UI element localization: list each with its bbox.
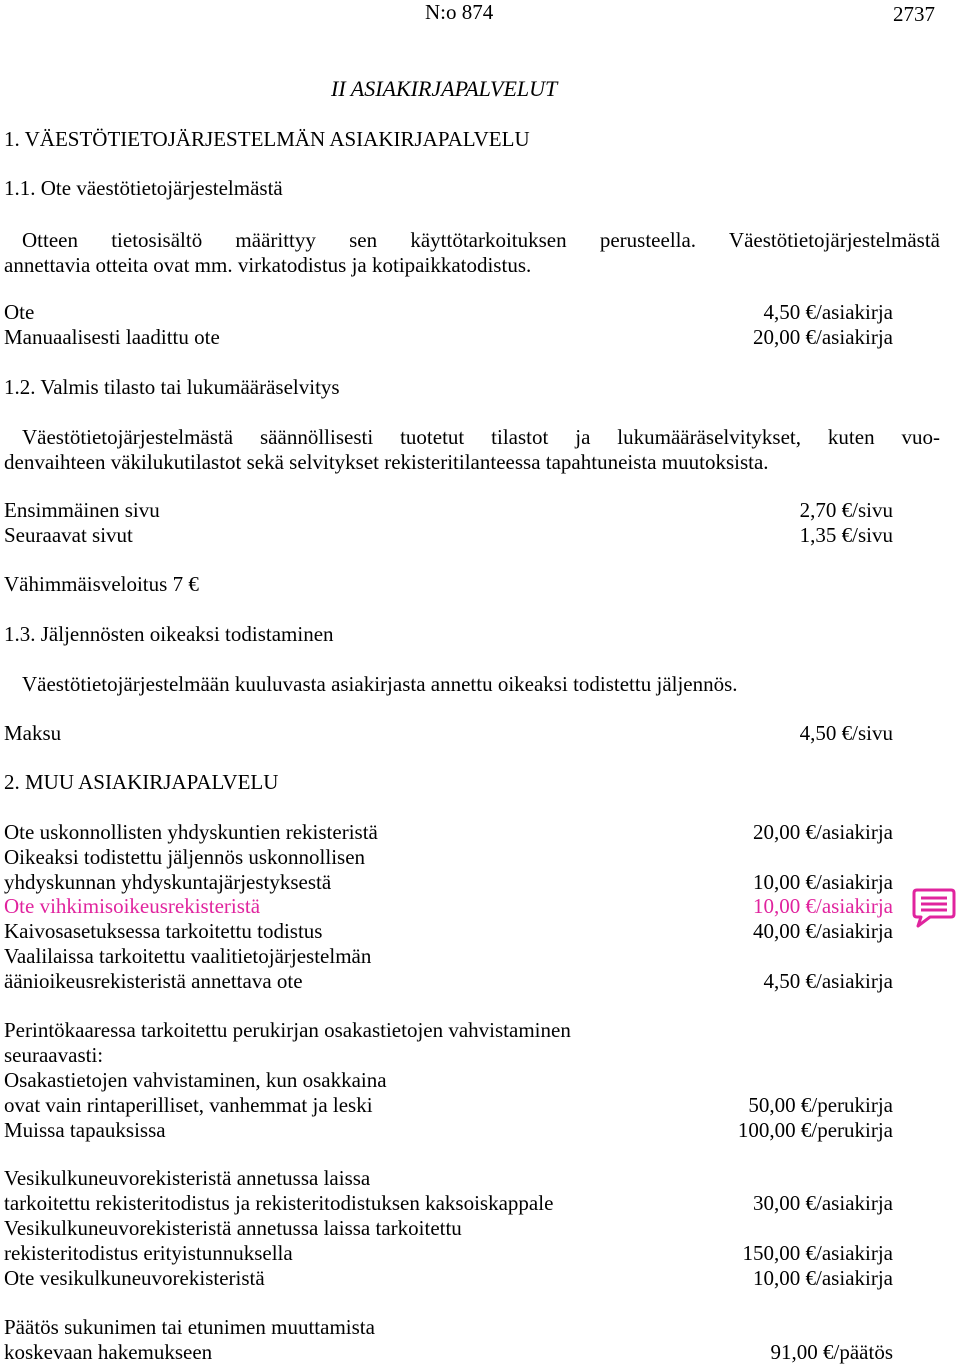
fee-line-label: Perintökaaressa tarkoitettu perukirjan osakastietojen vahvistaminen [4,1018,571,1042]
fee-line-price: 150,00 €/asiakirja [742,1241,893,1265]
sub2-item-price: 1,35 €/sivu [799,523,893,547]
fee-line-price: 40,00 €/asiakirja [753,919,893,943]
sub3-item-label: Maksu [4,721,62,745]
fee-line-label: Oikeaksi todistettu jäljennös uskonnollisen [4,845,366,869]
fee-line-label: yhdyskunnan yhdyskuntajärjestyksestä [4,870,332,894]
sub2-text-line1: Väestötietojärjestelmästä säännöllisesti tuotetut tilastot ja lukumääräselvitykset, kuten vuo- [22,425,940,449]
fee-line-label: Vesikulkuneuvorekisteristä annetussa laissa tarkoitettu [4,1216,462,1240]
fee-line-label: Osakastietojen vahvistaminen, kun osakkaina [4,1068,387,1092]
fee-line-price: 91,00 €/päätös [770,1340,893,1364]
sub2-item-price: 2,70 €/sivu [799,498,893,522]
fee-line-label: Muissa tapauksissa [4,1118,166,1142]
fee-line-label: Päätös sukunimen tai etunimen muuttamista [4,1315,375,1339]
sub1-item-label: Manuaalisesti laadittu ote [4,325,220,349]
fee-line-price: 10,00 €/asiakirja [753,1266,893,1290]
fee-line-label: Vesikulkuneuvorekisteristä annetussa laissa [4,1166,371,1190]
sub2-text-line2: denvaihteen väkilukutilastot sekä selvitykset rekisteritilanteessa tapahtuneista muutoksista. [4,450,769,474]
fee-line-label: Ote uskonnollisten yhdyskuntien rekisteristä [4,820,378,844]
sub1-heading: 1.1. Ote väestötietojärjestelmästä [4,176,283,200]
fee-line-label: äänioikeusrekisteristä annettava ote [4,969,303,993]
section2-heading: 2. MUU ASIAKIRJAPALVELU [4,770,279,794]
fee-line-label: tarkoitettu rekisteritodistus ja rekisteritodistuksen kaksoiskappale [4,1191,554,1215]
fee-line-price: 20,00 €/asiakirja [753,820,893,844]
comment-note-icon-graphic [912,888,956,928]
sub2-minimum: Vähimmäisveloitus 7 € [4,572,199,596]
sub1-item-label: Ote [4,300,35,324]
fee-line-label: rekisteritodistus erityistunnuksella [4,1241,293,1265]
fee-line-label: seuraavasti: [4,1043,104,1067]
sub2-item-label: Ensimmäinen sivu [4,498,160,522]
fee-line-label: Ote vesikulkuneuvorekisteristä [4,1266,265,1290]
fee-line-label: koskevaan hakemukseen [4,1340,213,1364]
sub1-text-line2: annettavia otteita ovat mm. virkatodistus ja kotipaikkatodistus. [4,253,532,277]
page-number: 2737 [893,2,935,26]
sub2-item-label: Seuraavat sivut [4,523,133,547]
fee-line-price: 10,00 €/asiakirja [753,870,893,894]
sub1-item-price: 20,00 €/asiakirja [753,325,893,349]
fee-line-price: 100,00 €/perukirja [737,1118,893,1142]
sub1-item-price: 4,50 €/asiakirja [763,300,893,324]
comment-note-icon[interactable] [912,888,956,928]
fee-line-label: Vaalilaissa tarkoitettu vaalitietojärjestelmän [4,944,372,968]
fee-line-price: 4,50 €/asiakirja [763,969,893,993]
fee-line-label: ovat vain rintaperilliset, vanhemmat ja leski [4,1093,373,1117]
fee-line-price: 30,00 €/asiakirja [753,1191,893,1215]
fee-line-price-highlighted[interactable]: 10,00 €/asiakirja [753,894,893,918]
fee-line-label: Kaivosasetuksessa tarkoitettu todistus [4,919,323,943]
sub3-heading: 1.3. Jäljennösten oikeaksi todistaminen [4,622,334,646]
sub3-text: Väestötietojärjestelmään kuuluvasta asiakirjasta annettu oikeaksi todistettu jäljennös. [22,672,738,696]
fee-line-label-highlighted[interactable]: Ote vihkimisoikeusrekisteristä [4,894,261,918]
issue-number: N:o 874 [425,0,494,24]
sub3-item-price: 4,50 €/sivu [799,721,893,745]
sub2-heading: 1.2. Valmis tilasto tai lukumääräselvitys [4,375,340,399]
section-title: II ASIAKIRJAPALVELUT [331,76,558,101]
fee-line-price: 50,00 €/perukirja [748,1093,893,1117]
sub1-text-line1: Otteen tietosisältö määrittyy sen käyttötarkoituksen perusteella. Väestötietojärjestelmästä [22,228,940,252]
section1-heading: 1. VÄESTÖTIETOJÄRJESTELMÄN ASIAKIRJAPALVELU [4,127,530,151]
